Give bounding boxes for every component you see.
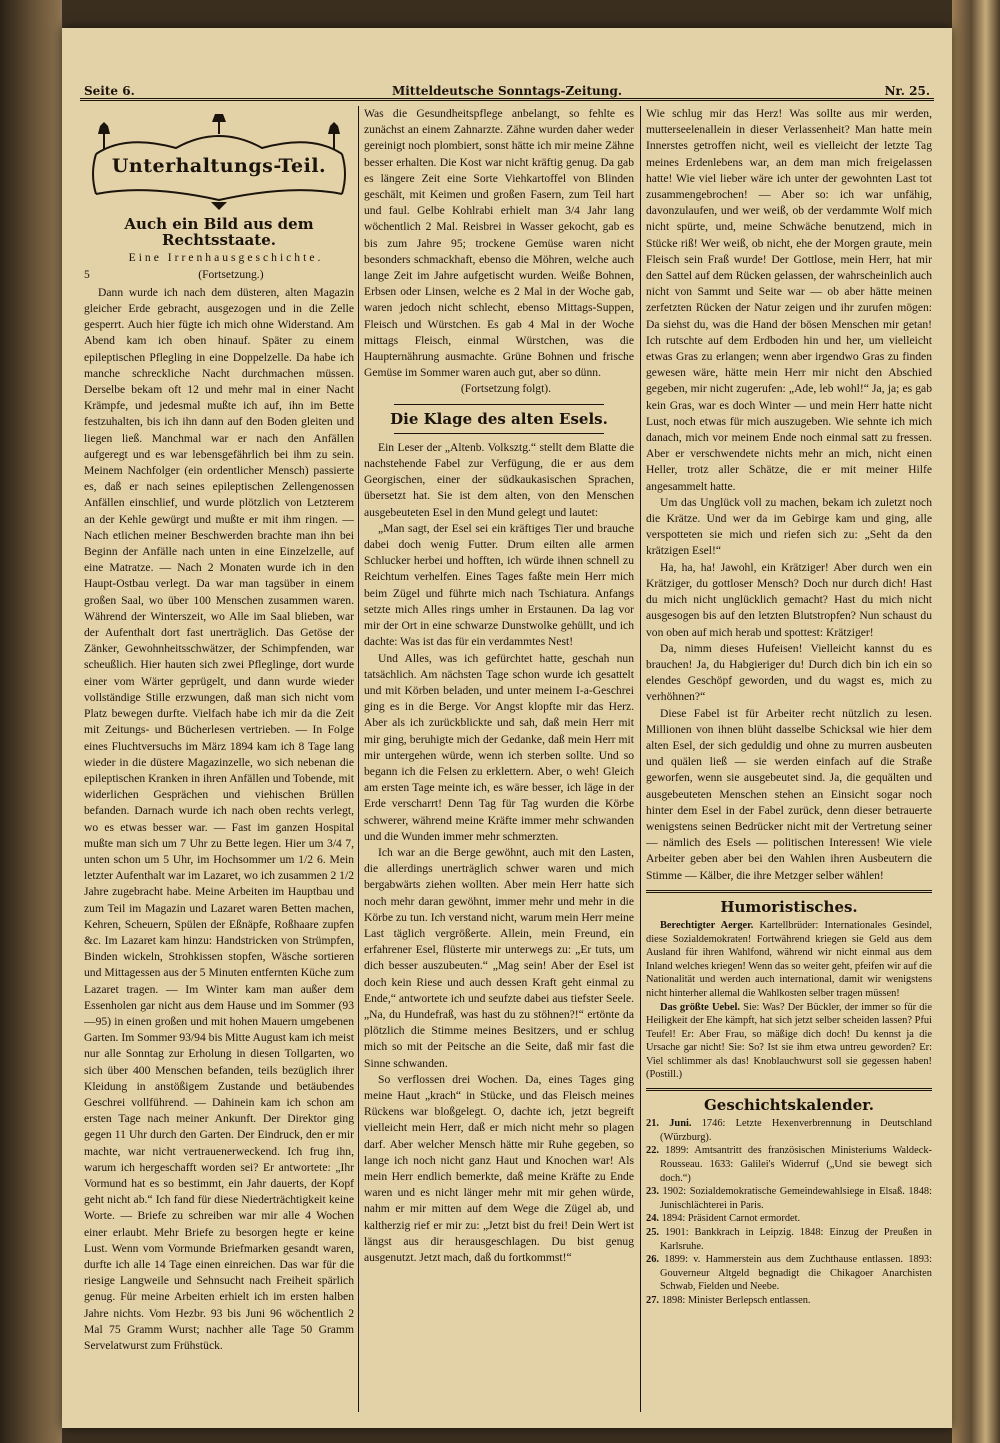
humor-section <box>646 919 932 1082</box>
humor-heading: Humoristisches. <box>720 897 858 916</box>
calendar-entry: 26. 1899: v. Hammerstein aus dem Zuchthause entlassen. 1893: Gouverneur Altgeld begnadigt die Chikagoer Anarchisten Schwab, Fielden und Neebe. <box>646 1254 932 1293</box>
page-edges <box>952 0 1000 1443</box>
continuation-note: 5 (Fortsetzung.) <box>84 267 354 283</box>
article-paragraph: Was die Gesundheitspflege anbelangt, so fehlte es zunächst an einem Zahnarzte. Zähne wurden daher weder gereinigt noch plombiert, sonst hätte ich mir meine Zähne besser erhalten. Die Kost war nicht kräftig genug. Da gab es längere Zeit eine Sorte Viehkartoffel von Blinden geschält, mit Keimen und großen Fasern, zum Teil hart und faul. Gelbe Kohlrabi erhielt man 3/4 Jahr lang wöchentlich 2 Mal. Reisbrei in Wasser gekocht, gab es bis zum Jahre 95; trockene Gemüse waren nicht besonders schmackhaft, ebenso die Möhren, welche auch lange Zeit im Jahre aufgetischt wurden. Weiße Bohnen, Erbsen oder Linsen, welche es 2 Mal in der Woche gab, waren jedoch nicht schlecht, ebenso Mittags-Suppen, Fleisch und Würstchen. Es gab 4 Mal in der Woche mittags Fleisch, einmal Würstchen, was die Haupternährung ausmachte. Grüne Bohnen und frische Gemüse im Sommer waren auch gut, aber so dünn. <box>364 107 634 380</box>
divider <box>394 404 604 405</box>
divider <box>646 1088 932 1091</box>
divider <box>646 890 932 893</box>
article-title: Auch ein Bild aus dem Rechtsstaate. <box>124 215 314 250</box>
article-paragraph: Diese Fabel ist für Arbeiter recht nützlich zu lesen. Millionen von ihnen blüht dasselbe Schicksal wie hier dem alten Esel, der sich geduldig und ohne zu murren ausbeuten und quälen ließ — sie werden einfach auf die Straße geworfen, wenn sie ausgebeutet sind. Ja, die gequälten und ausgebeuteten Menschen stehen an Einsicht sogar noch hinter dem Esel in der Fabel zurück, denn dieser betrauerte wenigstens seinen Bedrücker nicht mit der Vertretung seiner — nämlich des Esels — politischen Interessen! Wie viele Arbeiter geben aber bei den Wahlen ihren Ausbeutern die Stimme — Kälber, die ihre Metzger selber wählen! <box>646 706 932 882</box>
issue-number: Nr. 25. <box>884 84 930 98</box>
article-paragraph: Ich war an die Berge gewöhnt, auch mit den Lasten, die allerdings unerträglich schwer waren und mich bergabwärts ziehen wollten. Aber mein Herr hatte sich noch mehr daran gewöhnt, immer mehr und mehr in die Körbe zu tun. Ich verstand nicht, warum mein Herr meine Last täglich vergrößerte. Allein, mein Freund, ein erfahrener Esel, flüsterte mir unterwegs zu: „Er tuts, um dich besser auszubeuten.“ „Mag sein! Aber der Esel ist doch kein Riese und auch dessen Kraft geht einmal zu Ende,“ antwortete ich und seufzte dabei aus tiefster Seele. „Na, du Hundefraß, was hast du zu stöhnen?!“ ertönte da plötzlich die Stimme meines Besitzers, und er schlug mich so mit der Peitsche an die Seite, daß mir fast die Sinne schwanden. <box>364 845 634 1070</box>
section-ornament <box>86 114 352 210</box>
article-paragraph: Ein Leser der „Altenb. Volksztg.“ stellt dem Blatte die nachstehende Fabel zur Verfügung, die er aus dem Georgischen, einer der südkaukasischen Sprachen, übersetzt hat. Sie ist dem alten, von den Menschen ausgebeuteten Esel in den Mund gelegt und lautet: <box>364 440 634 519</box>
calendar-heading: Geschichtskalender. <box>704 1096 874 1115</box>
column-divider <box>640 106 641 1412</box>
article-subtitle: Eine Irrenhausgeschichte. <box>128 251 324 265</box>
humor-item: Berechtigter Aerger. Kartellbrüder: Internationales Gesindel, diese Sozialdemokraten! Fortwährend kriegen sie Geld aus dem Ausland für ihren Wahlfond, während wir nicht einmal aus dem Inland welches kriegen! Wenn das so weiter geht, pfeifen wir auf die Nationalität und werden auch international, damit wir wenigstens nicht hinterher allemal die Wahlkosten selber tragen müssen! <box>646 919 932 999</box>
calendar-entry: 25. 1901: Bankkrach in Leipzig. 1848: Einzug der Preußen in Karlsruhe. <box>646 1227 932 1252</box>
calendar-entry: 24. 1894: Präsident Carnot ermordet. <box>646 1213 801 1225</box>
calendar-entry: 27. 1898: Minister Berlepsch entlassen. <box>646 1295 811 1306</box>
article-paragraph: So verflossen drei Wochen. Da, eines Tages ging meine Haut „krach“ in Stücke, und das Fleisch meines Rückens war bloßgelegt. O, dachte ich, jetzt begreift vielleicht mein Herr, daß er mich nicht mehr so plagen darf. Aber welcher Mensch hätte mir Ruhe gegeben, so lange ich noch nicht ganz Haut und Knochen war! Als mein Herr endlich bemerkte, daß meine Kräfte zu Ende waren und es nicht länger mehr mit mir gehen würde, nahm er mir mitten auf dem Wege die Zügel ab, und kaltherzig rief er mir zu: „Jetzt bist du frei! Dein Wert ist längst aus dir herausgeschlagen. Du bist genug ausgenutzt. Jetzt mach, daß du fortkommst!“ <box>364 1072 634 1265</box>
article-paragraph: Dann wurde ich nach dem düsteren, alten Magazin gleicher Erde gebracht, ausgezogen und in die Zelle gesperrt. Auch hier fügte ich mich ohne Widerstand. Am Abend kam ich oben hinauf. Später zu einem epileptischen Pflegling in eine Doppelzelle. Da habe ich manche schreckliche Nacht durchmachen müssen. Derselbe bekam oft 12 und mehr mal in einer Nacht Krämpfe, und jedesmal mußte ich auf, ihn im Bette festzuhalten, bis ich ihn dann auf den Boden gleiten und liegen ließ. Manchmal war er nach den Anfällen aufgeregt und es war lebensgefährlich bei ihm zu sein. Meinem Nachfolger (ein ordentlicher Mensch) passierte es, daß er nach seines epileptischen Zellengenossen Anfällen einschlief, und wurde plötzlich von Letzterem an der Kehle gewürgt und mußte er mit ihm ringen. — Nach etlichen meiner Beschwerden brachte man ihn bei Beginn der Anfälle nach unten in eine Einzelzelle, auf eine Matratze. — Nach 2 Monaten wurde ich in den Haupt-Ostbau verlegt. Da war man tagsüber in einem großen Saal, wo über 100 Menschen zusammen waren. Während der Winterszeit, wo Alle im Saal blieben, war der Aufenthalt dort fast unerträglich. Das Getöse der Zänker, Gewohnheitsschwätzer, der Schimpfenden, war scheußlich. Hier hauten sich zwei Pfleglinge, dort wurde einer vom Wärter geprügelt, und dann wurde wieder vollständige Stille erzwungen, daß man sich nicht vom Platz bewegen durfte. Vielfach habe ich mir da die Zeit mit Zeitungs- und Bücherlesen vertrieben. — In Folge eines Fluchtversuchs im März 1894 kam ich 8 Tage lang wieder in die düstere Magazinzelle, wo sich nebenan die epileptischen Kranken in ihren Anfällen und Tobende, mit widerlichen Gesprächen und viehischen Brüllen befanden. Darnach wurde ich nach oben rechts verlegt, wo es etwas besser war. — Fast im ganzen Hospital mußte man sich um 7 Uhr zu Bette legen. Hier um 3/4 7, unten schon um 5 Uhr, im Hochsommer um 1/2 6. Mein letzter Aufenthalt war im Lazaret, wo ich zusammen 2 1/2 Jahre zugebracht habe. Meine Arbeiten im Hauptbau und zum Teil im Magazin und Lazaret waren Betten machen, Kehren, Scheuern, Spülen der Eßnäpfe, Roßhaare zupfen &c. Im Lazaret kam hinzu: Handstricken von Strümpfen, Binden wickeln, Strohkissen stopfen, Wäsche sortieren und Mittagessen aus der 5 Minuten entfernten Küche zum Lazaret tragen. — Im Winter kam man außer dem Essenholen gar nicht aus dem Hause und im Sommer (93—95) in einen großen und mit hohen Mauern umgebenen Garten. Im Sommer 93/94 bis Mitte August kam ich meist nur alle Sonntag zur Erholung in diesen Tollgarten, wo sich über 400 Menschen befanden, teils bezüglich ihrer Kleidung in anstößigem Zustande und betäubendes Geschrei vollführend. — Dahinein kam ich schon am ersten Tage nach meiner Ankunft. Der Direktor ging gegen 11 Uhr durch den Garten. Der Eindruck, den er mir machte, war nicht vertrauenerweckend. Ich frug ihn, warum ich hergeschafft worden sei? Er antwortete: „Ihr Vormund hat es so bestimmt, ein Jahr dauerts, der Kopf geht nicht ab.“ Ich fand für diese Niederträchtigkeit keine Worte. — Briefe zu schreiben war mir alle 4 Wochen einer erlaubt. Mehr Briefe zu besorgen hegte er keine Lust. Wenn vom Vormunde Briefmarken gesandt waren, durfte ich alle 14 Tage einen einreichen. Das war für die riesige Langweile und Sehnsucht nach Freiheit spärlich genug. Für meine Arbeiten erhielt ich im ersten halben Jahre nichts. Vom Hezbr. 93 bis Juni 96 wöchentlich 2 Mal 75 Gramm Wurst; nachher alle Tage 50 Gramm Servelatwurst zum Frühstück. <box>84 285 354 1353</box>
article-footer: (Fortsetzung folgt). <box>460 382 552 396</box>
calendar-entry: 21. Juni. 1746: Letzte Hexenverbrennung in Deutschland (Würzburg). <box>646 1118 932 1143</box>
article-paragraph: Und Alles, was ich gefürchtet hatte, geschah nun tatsächlich. Am nächsten Tage schon wurde ich gesattelt und mit Körben beladen, und unter meinem I-a-Geschrei ging es in die Berge. Vor Angst klopfte mir das Herz. Aber als ich zurückblickte und sah, daß mein Herr mit mir ging, beruhigte mich der Gedanke, daß mein Herr mit mir untergehen würde, wenn ich sterben sollte. Und so begann ich die Felsen zu erklettern. Aber, o weh! Gleich am ersten Tage meinte ich, es wäre besser, ich läge in der Erde verscharrt! Denn Tag für Tag wurden die Körbe schwerer, während meine Kräfte immer mehr schwanden und die Wunden immer mehr schmerzten. <box>364 651 634 843</box>
page-number: Seite 6. <box>84 84 135 98</box>
column-3 <box>646 106 932 1414</box>
divider <box>394 433 604 434</box>
serial-number: 5 <box>84 267 90 281</box>
article-paragraph: Um das Unglück voll zu machen, bekam ich zuletzt noch die Krätze. Und wer da im Gebirge kam und ging, alle verspotteten sie mich und riefen sich zu: „Seht da den krätzigen Esel!“ <box>646 495 932 558</box>
calendar-list <box>646 1117 932 1307</box>
column-divider <box>358 106 359 1412</box>
newspaper-title: Mitteldeutsche Sonntags-Zeitung. <box>391 84 623 98</box>
calendar-entry: 22. 1899: Amtsantritt des französischen Ministeriums Waldeck-Rousseau. 1633: Galilei's Widerruf („Und sie bewegt sich doch.“) <box>646 1145 932 1184</box>
calendar-entry: 23. 1902: Sozialdemokratische Gemeindewahlsiege in Elsaß. 1848: Junischlächterei in Paris. <box>646 1186 932 1211</box>
article-paragraph: „Man sagt, der Esel sei ein kräftiges Tier und brauche dabei doch wenig Futter. Drum eilten alle armen Schlucker herbei und hofften, ich würde ihnen schnell zu Reichtum verhelfen. Eines Tages faßte mein Herr mich beim Zügel und führte mich nach Tschiatura. Anfangs setzte mich Alles rings umher in Erstaunen. Da lag vor mir der Ort in eine schwarze Dunstwolke gehüllt, und ich dachte: Was ist das für ein verdammtes Nest! <box>364 521 634 649</box>
column-2 <box>364 106 634 1414</box>
column-1 <box>84 106 354 1414</box>
article-paragraph: Wie schlug mir das Herz! Was sollte aus mir werden, mutterseelenallein in dieser Verlassenheit? Man hatte mein Innerstes getroffen nicht, weil es vielleicht der letzte Tag meines Erdenlebens war, an dem man mich freigelassen hatte! Wie viel lieber wäre ich unter der gewohnten Last tot zusammengebrochen! — Aber so: ich war unfähig, davonzulaufen, und wer weiß, ob der verdammte Wolf mich nicht spürte, und, meine Schwäche benutzend, mich in Stücke riß! Wer weiß, ob nicht, ehe der Morgen graute, mein Fleisch sein Fraß wurde! Der Gottlose, mein Herr, hat mir den Sattel auf dem Rücken gelassen, der wahrscheinlich auch nicht von Sammt und Seite war — ob aber hätte meinen zerfetzten Rücken der Natur zeigen und ihr zurufen mögen: Da siehst du, was die Hand der bösen Menschen mir getan! Ich rutschte auf dem Erdboden hin und her, um vielleicht etwas Gras zu erlangen; wenn aber irgendwo Gras zu finden gewesen wäre, hätte mein Herr mir nicht den Abschied gegeben, mir nicht zugerufen: „Ade, leb wohl!“ Ja, ja; es gab kein Gras, war es doch Winter — und mein Herr hatte nicht Lust, noch etwas für mich auszugeben. Wie sehnte ich mich danach, mich vor meinem Ende noch einmal satt zu fressen. Aber er verschwendete nichts mehr an mich, nicht einen Heller, trotz aller Schätze, die er mit meiner Hilfe angesammelt hatte. <box>646 107 932 493</box>
header-rule <box>80 98 934 101</box>
article-paragraph: Da, nimm dieses Hufeisen! Vielleicht kannst du es brauchen! Ja, du Habgieriger du! Durch dich bin ich ein so elendes Geschöpf geworden, und du wagst es, mich zu verhöhnen?“ <box>646 641 932 704</box>
book-binding <box>0 0 62 1443</box>
section-heading: Unterhaltungs-Teil. <box>111 155 327 177</box>
article-paragraph: Ha, ha, ha! Jawohl, ein Krätziger! Aber durch wen ein Krätziger, du gottloser Mensch? Doch nur durch dich! Hast du mich nicht unglücklich gemacht? Hast du mich nicht ausgesogen bis auf den letzten Blutstropfen? Nun schaust du von oben auf mich herab und spottest: Krätziger! <box>646 560 932 639</box>
newspaper-page <box>62 28 952 1428</box>
article-title: Die Klage des alten Esels. <box>390 409 608 428</box>
humor-item: Das größte Uebel. Sie: Was? Der Bückler, der immer so für die Heiligkeit der Ehe kämpft, hat sich jetzt selber scheiden lassen? Pfui Teufel! Er: Aber Frau, so mäßige dich doch! Du kennst ja die Ursache gar nicht! Sie: So? Ist sie ihm etwa untreu geworden? Er: Viel schlimmer als das! Knoblauchwurst soll sie gegessen haben! (Postill.) <box>646 1001 932 1081</box>
